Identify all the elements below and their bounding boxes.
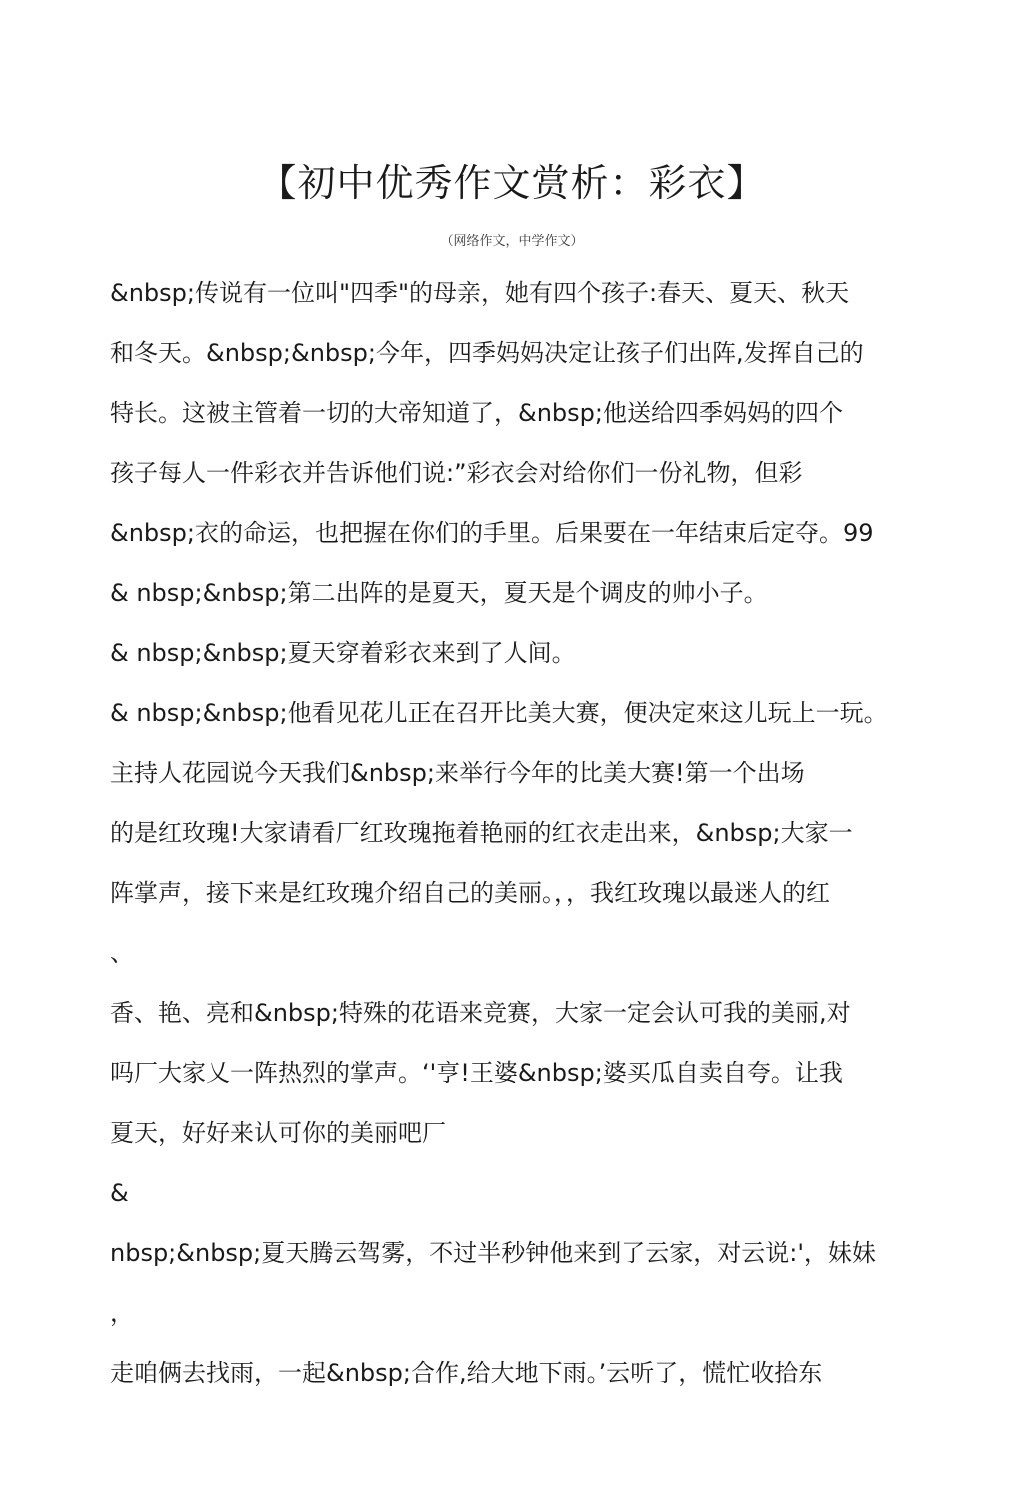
text-line: 香、艳、亮和&nbsp;特殊的花语来竞赛，大家一定会认可我的美丽,对: [110, 999, 851, 1027]
page-subtitle: （网络作文，中学作文）: [440, 234, 584, 249]
text-line: nbsp;&nbsp;夏天腾云驾雾，不过半秒钟他来到了云家，对云说:'，妹妹: [110, 1239, 876, 1267]
text-line: 主持人花园说今天我们&nbsp;来举行今年的比美大赛!第一个出场: [110, 759, 805, 787]
text-line: & nbsp;&nbsp;夏天穿着彩衣来到了人间。: [110, 639, 576, 667]
text-line: 吗厂大家乂一阵热烈的掌声。‘'亨!王婆&nbsp;婆买瓜自卖自夸。让我: [110, 1059, 843, 1087]
text-line: 夏天，好好来认可你的美丽吧厂: [110, 1119, 446, 1147]
text-line: &nbsp;衣的命运，也把握在你们的手里。后果要在一年结束后定夺。99: [110, 519, 874, 547]
page-title: 【初中优秀作文赏析：彩衣】: [258, 161, 766, 206]
text-line: &: [110, 1179, 129, 1207]
text-line: 阵掌声，接下来是红玫瑰介绍自己的美丽。，，我红玫瑰以最迷人的红: [110, 879, 830, 907]
text-line: 走咱俩去找雨，一起&nbsp;合作,给大地下雨。’云听了，慌忙收拾东: [110, 1359, 823, 1387]
text-line: & nbsp;&nbsp;第二出阵的是夏天，夏天是个调皮的帅小子。: [110, 579, 768, 607]
text-line: 、: [110, 939, 134, 967]
text-line: & nbsp;&nbsp;他看见花儿正在召开比美大赛，便决定來这儿玩上一玩。: [110, 699, 888, 727]
text-line: &nbsp;传说有一位叫"四季"的母亲，她有四个孩子:春天、夏天、秋天: [110, 279, 850, 307]
text-line: ，: [110, 1299, 134, 1327]
text-line: 孩子每人一件彩衣并告诉他们说:”彩衣会对给你们一份礼物，但彩: [110, 459, 803, 487]
text-line: 的是红玫瑰!大家请看厂红玫瑰拖着艳丽的红衣走出来，&nbsp;大家一: [110, 819, 853, 847]
text-line: 和冬天。&nbsp;&nbsp;今年，四季妈妈决定让孩子们出阵,发挥自己的: [110, 339, 864, 367]
text-line: 特长。这被主管着一切的大帝知道了，&nbsp;他送给四季妈妈的四个: [110, 399, 843, 427]
